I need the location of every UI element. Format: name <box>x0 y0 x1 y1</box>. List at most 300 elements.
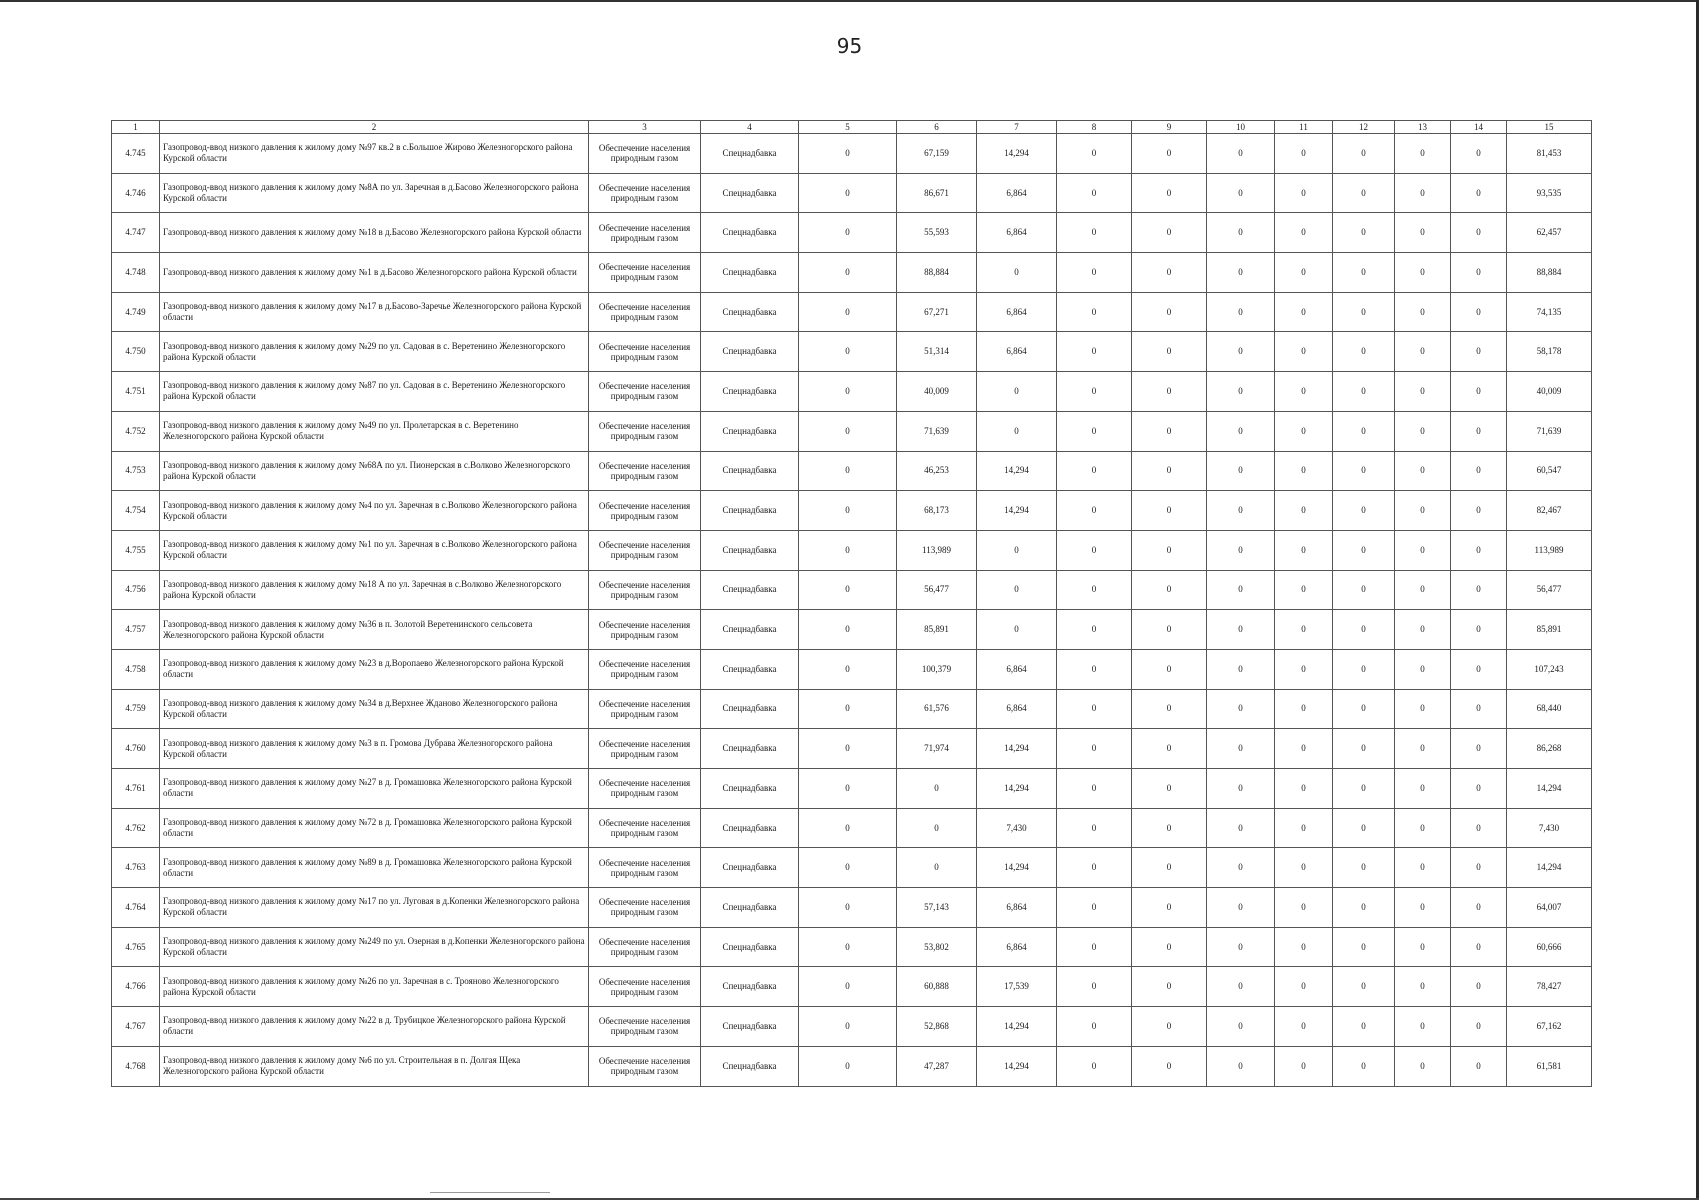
row-number-cell: 4.750 <box>112 332 160 372</box>
object-name-cell: Газопровод-ввод низкого давления к жилому дому №3 в п. Громова Дубрава Железногорского района Курской области <box>160 729 589 769</box>
row-number-cell: 4.762 <box>112 808 160 848</box>
value-cell-col6: 113,989 <box>897 530 977 570</box>
total-cell: 58,178 <box>1507 332 1592 372</box>
funding-source-cell: Спецнадбавка <box>701 491 799 531</box>
value-cell-col13: 0 <box>1395 292 1451 332</box>
value-cell-col11: 0 <box>1275 967 1333 1007</box>
table-row <box>112 848 1592 888</box>
object-name-cell: Газопровод-ввод низкого давления к жилому дому №17 по ул. Луговая в д.Копенки Железногорского района Курской области <box>160 888 589 928</box>
value-cell-col8: 0 <box>1057 1046 1132 1086</box>
value-cell-col7: 14,294 <box>977 134 1057 174</box>
value-cell-col10: 0 <box>1207 848 1275 888</box>
value-cell-col10: 0 <box>1207 729 1275 769</box>
value-cell-col11: 0 <box>1275 292 1333 332</box>
table-row <box>112 292 1592 332</box>
table-row <box>112 610 1592 650</box>
value-cell-col13: 0 <box>1395 808 1451 848</box>
value-cell-col10: 0 <box>1207 332 1275 372</box>
value-cell-col14: 0 <box>1451 649 1507 689</box>
gas-pipeline-table <box>111 120 1592 1087</box>
purpose-cell: Обеспечение населения природным газом <box>589 451 701 491</box>
funding-source-cell: Спецнадбавка <box>701 689 799 729</box>
value-cell-col8: 0 <box>1057 173 1132 213</box>
table-row <box>112 372 1592 412</box>
value-cell-col14: 0 <box>1451 848 1507 888</box>
total-cell: 71,639 <box>1507 411 1592 451</box>
value-cell-col5: 0 <box>799 1046 897 1086</box>
value-cell-col14: 0 <box>1451 173 1507 213</box>
value-cell-col6: 0 <box>897 848 977 888</box>
purpose-cell: Обеспечение населения природным газом <box>589 134 701 174</box>
object-name-cell: Газопровод-ввод низкого давления к жилому дому №22 в д. Трубицкое Железногорского района Курской области <box>160 1007 589 1047</box>
value-cell-col5: 0 <box>799 729 897 769</box>
value-cell-col14: 0 <box>1451 451 1507 491</box>
value-cell-col10: 0 <box>1207 530 1275 570</box>
value-cell-col12: 0 <box>1333 491 1395 531</box>
column-header: 9 <box>1132 121 1207 134</box>
value-cell-col10: 0 <box>1207 927 1275 967</box>
value-cell-col11: 0 <box>1275 808 1333 848</box>
table-row <box>112 769 1592 809</box>
row-number-cell: 4.755 <box>112 530 160 570</box>
value-cell-col12: 0 <box>1333 1046 1395 1086</box>
value-cell-col10: 0 <box>1207 649 1275 689</box>
value-cell-col11: 0 <box>1275 729 1333 769</box>
value-cell-col10: 0 <box>1207 372 1275 412</box>
table-row <box>112 927 1592 967</box>
object-name-cell: Газопровод-ввод низкого давления к жилому дому №68А по ул. Пионерская в с.Волково Железногорского района Курской области <box>160 451 589 491</box>
table-row <box>112 1007 1592 1047</box>
column-header: 5 <box>799 121 897 134</box>
value-cell-col12: 0 <box>1333 610 1395 650</box>
total-cell: 7,430 <box>1507 808 1592 848</box>
value-cell-col6: 0 <box>897 808 977 848</box>
value-cell-col9: 0 <box>1132 689 1207 729</box>
value-cell-col12: 0 <box>1333 888 1395 928</box>
value-cell-col13: 0 <box>1395 967 1451 1007</box>
value-cell-col14: 0 <box>1451 888 1507 928</box>
purpose-cell: Обеспечение населения природным газом <box>589 213 701 253</box>
value-cell-col6: 57,143 <box>897 888 977 928</box>
total-cell: 85,891 <box>1507 610 1592 650</box>
value-cell-col5: 0 <box>799 888 897 928</box>
value-cell-col12: 0 <box>1333 769 1395 809</box>
total-cell: 67,162 <box>1507 1007 1592 1047</box>
value-cell-col8: 0 <box>1057 411 1132 451</box>
value-cell-col13: 0 <box>1395 729 1451 769</box>
value-cell-col6: 67,159 <box>897 134 977 174</box>
value-cell-col9: 0 <box>1132 451 1207 491</box>
total-cell: 60,666 <box>1507 927 1592 967</box>
value-cell-col9: 0 <box>1132 253 1207 293</box>
total-cell: 86,268 <box>1507 729 1592 769</box>
value-cell-col11: 0 <box>1275 372 1333 412</box>
value-cell-col6: 53,802 <box>897 927 977 967</box>
value-cell-col9: 0 <box>1132 808 1207 848</box>
row-number-cell: 4.768 <box>112 1046 160 1086</box>
value-cell-col14: 0 <box>1451 253 1507 293</box>
value-cell-col5: 0 <box>799 967 897 1007</box>
value-cell-col14: 0 <box>1451 530 1507 570</box>
value-cell-col10: 0 <box>1207 769 1275 809</box>
object-name-cell: Газопровод-ввод низкого давления к жилому дому №8А по ул. Заречная в д.Басово Железногорского района Курской области <box>160 173 589 213</box>
value-cell-col5: 0 <box>799 649 897 689</box>
value-cell-col5: 0 <box>799 213 897 253</box>
object-name-cell: Газопровод-ввод низкого давления к жилому дому №26 по ул. Заречная в с. Трояново Железногорского района Курской области <box>160 967 589 1007</box>
value-cell-col6: 85,891 <box>897 610 977 650</box>
value-cell-col8: 0 <box>1057 610 1132 650</box>
value-cell-col13: 0 <box>1395 689 1451 729</box>
funding-source-cell: Спецнадбавка <box>701 848 799 888</box>
value-cell-col13: 0 <box>1395 570 1451 610</box>
value-cell-col14: 0 <box>1451 729 1507 769</box>
value-cell-col8: 0 <box>1057 570 1132 610</box>
value-cell-col14: 0 <box>1451 1046 1507 1086</box>
value-cell-col12: 0 <box>1333 689 1395 729</box>
funding-source-cell: Спецнадбавка <box>701 1007 799 1047</box>
purpose-cell: Обеспечение населения природным газом <box>589 1046 701 1086</box>
row-number-cell: 4.760 <box>112 729 160 769</box>
table-row <box>112 729 1592 769</box>
total-cell: 64,007 <box>1507 888 1592 928</box>
total-cell: 113,989 <box>1507 530 1592 570</box>
total-cell: 14,294 <box>1507 848 1592 888</box>
value-cell-col11: 0 <box>1275 570 1333 610</box>
value-cell-col11: 0 <box>1275 649 1333 689</box>
value-cell-col8: 0 <box>1057 491 1132 531</box>
value-cell-col5: 0 <box>799 253 897 293</box>
row-number-cell: 4.759 <box>112 689 160 729</box>
object-name-cell: Газопровод-ввод низкого давления к жилому дому №18 А по ул. Заречная в с.Волково Железногорского района Курской области <box>160 570 589 610</box>
value-cell-col7: 14,294 <box>977 848 1057 888</box>
purpose-cell: Обеспечение населения природным газом <box>589 570 701 610</box>
value-cell-col11: 0 <box>1275 451 1333 491</box>
total-cell: 107,243 <box>1507 649 1592 689</box>
object-name-cell: Газопровод-ввод низкого давления к жилому дому №87 по ул. Садовая в с. Веретенино Железногорского района Курской области <box>160 372 589 412</box>
object-name-cell: Газопровод-ввод низкого давления к жилому дому №249 по ул. Озерная в д.Копенки Железногорского района Курской области <box>160 927 589 967</box>
value-cell-col8: 0 <box>1057 213 1132 253</box>
column-header: 15 <box>1507 121 1592 134</box>
object-name-cell: Газопровод-ввод низкого давления к жилому дому №23 в д.Воропаево Железногорского района Курской области <box>160 649 589 689</box>
value-cell-col6: 60,888 <box>897 967 977 1007</box>
value-cell-col5: 0 <box>799 292 897 332</box>
value-cell-col14: 0 <box>1451 332 1507 372</box>
funding-source-cell: Спецнадбавка <box>701 292 799 332</box>
value-cell-col10: 0 <box>1207 610 1275 650</box>
row-number-cell: 4.754 <box>112 491 160 531</box>
value-cell-col10: 0 <box>1207 1046 1275 1086</box>
purpose-cell: Обеспечение населения природным газом <box>589 411 701 451</box>
value-cell-col6: 46,253 <box>897 451 977 491</box>
value-cell-col5: 0 <box>799 848 897 888</box>
value-cell-col8: 0 <box>1057 253 1132 293</box>
value-cell-col5: 0 <box>799 769 897 809</box>
value-cell-col11: 0 <box>1275 530 1333 570</box>
value-cell-col10: 0 <box>1207 570 1275 610</box>
row-number-cell: 4.749 <box>112 292 160 332</box>
value-cell-col5: 0 <box>799 808 897 848</box>
purpose-cell: Обеспечение населения природным газом <box>589 927 701 967</box>
value-cell-col7: 14,294 <box>977 1007 1057 1047</box>
value-cell-col9: 0 <box>1132 888 1207 928</box>
value-cell-col9: 0 <box>1132 491 1207 531</box>
value-cell-col11: 0 <box>1275 411 1333 451</box>
row-number-cell: 4.757 <box>112 610 160 650</box>
value-cell-col5: 0 <box>799 491 897 531</box>
purpose-cell: Обеспечение населения природным газом <box>589 769 701 809</box>
funding-source-cell: Спецнадбавка <box>701 649 799 689</box>
row-number-cell: 4.745 <box>112 134 160 174</box>
value-cell-col7: 7,430 <box>977 808 1057 848</box>
value-cell-col13: 0 <box>1395 927 1451 967</box>
value-cell-col11: 0 <box>1275 610 1333 650</box>
value-cell-col12: 0 <box>1333 292 1395 332</box>
value-cell-col9: 0 <box>1132 649 1207 689</box>
table-row <box>112 649 1592 689</box>
value-cell-col12: 0 <box>1333 729 1395 769</box>
value-cell-col9: 0 <box>1132 372 1207 412</box>
funding-source-cell: Спецнадбавка <box>701 372 799 412</box>
value-cell-col8: 0 <box>1057 729 1132 769</box>
value-cell-col6: 0 <box>897 769 977 809</box>
value-cell-col5: 0 <box>799 530 897 570</box>
value-cell-col13: 0 <box>1395 451 1451 491</box>
object-name-cell: Газопровод-ввод низкого давления к жилому дому №29 по ул. Садовая в с. Веретенино Железногорского района Курской области <box>160 332 589 372</box>
value-cell-col9: 0 <box>1132 411 1207 451</box>
value-cell-col10: 0 <box>1207 253 1275 293</box>
purpose-cell: Обеспечение населения природным газом <box>589 689 701 729</box>
row-number-cell: 4.746 <box>112 173 160 213</box>
purpose-cell: Обеспечение населения природным газом <box>589 332 701 372</box>
value-cell-col7: 6,864 <box>977 332 1057 372</box>
row-number-cell: 4.747 <box>112 213 160 253</box>
value-cell-col5: 0 <box>799 610 897 650</box>
row-number-cell: 4.758 <box>112 649 160 689</box>
value-cell-col11: 0 <box>1275 332 1333 372</box>
column-header: 10 <box>1207 121 1275 134</box>
table-row <box>112 570 1592 610</box>
value-cell-col6: 40,009 <box>897 372 977 412</box>
value-cell-col9: 0 <box>1132 729 1207 769</box>
row-number-cell: 4.753 <box>112 451 160 491</box>
row-number-cell: 4.756 <box>112 570 160 610</box>
value-cell-col7: 6,864 <box>977 649 1057 689</box>
value-cell-col7: 14,294 <box>977 1046 1057 1086</box>
value-cell-col12: 0 <box>1333 213 1395 253</box>
object-name-cell: Газопровод-ввод низкого давления к жилому дому №36 в п. Золотой Веретенинского сельсовета Железногорского района Курской области <box>160 610 589 650</box>
value-cell-col7: 14,294 <box>977 769 1057 809</box>
purpose-cell: Обеспечение населения природным газом <box>589 530 701 570</box>
value-cell-col13: 0 <box>1395 1007 1451 1047</box>
value-cell-col8: 0 <box>1057 769 1132 809</box>
value-cell-col10: 0 <box>1207 808 1275 848</box>
purpose-cell: Обеспечение населения природным газом <box>589 372 701 412</box>
value-cell-col6: 86,671 <box>897 173 977 213</box>
value-cell-col13: 0 <box>1395 372 1451 412</box>
value-cell-col11: 0 <box>1275 213 1333 253</box>
value-cell-col10: 0 <box>1207 134 1275 174</box>
value-cell-col12: 0 <box>1333 1007 1395 1047</box>
value-cell-col12: 0 <box>1333 649 1395 689</box>
value-cell-col6: 51,314 <box>897 332 977 372</box>
value-cell-col14: 0 <box>1451 292 1507 332</box>
value-cell-col9: 0 <box>1132 530 1207 570</box>
value-cell-col13: 0 <box>1395 411 1451 451</box>
column-header: 12 <box>1333 121 1395 134</box>
object-name-cell: Газопровод-ввод низкого давления к жилому дому №1 по ул. Заречная в с.Волково Железногорского района Курской области <box>160 530 589 570</box>
column-header: 6 <box>897 121 977 134</box>
column-header: 7 <box>977 121 1057 134</box>
value-cell-col13: 0 <box>1395 1046 1451 1086</box>
value-cell-col9: 0 <box>1132 610 1207 650</box>
value-cell-col13: 0 <box>1395 848 1451 888</box>
funding-source-cell: Спецнадбавка <box>701 610 799 650</box>
value-cell-col6: 88,884 <box>897 253 977 293</box>
value-cell-col8: 0 <box>1057 689 1132 729</box>
value-cell-col8: 0 <box>1057 808 1132 848</box>
column-header: 1 <box>112 121 160 134</box>
column-header: 11 <box>1275 121 1333 134</box>
purpose-cell: Обеспечение населения природным газом <box>589 173 701 213</box>
value-cell-col14: 0 <box>1451 769 1507 809</box>
purpose-cell: Обеспечение населения природным газом <box>589 491 701 531</box>
purpose-cell: Обеспечение населения природным газом <box>589 729 701 769</box>
purpose-cell: Обеспечение населения природным газом <box>589 292 701 332</box>
value-cell-col12: 0 <box>1333 372 1395 412</box>
object-name-cell: Газопровод-ввод низкого давления к жилому дому №72 в д. Громашовка Железногорского района Курской области <box>160 808 589 848</box>
purpose-cell: Обеспечение населения природным газом <box>589 610 701 650</box>
table-row <box>112 411 1592 451</box>
row-number-cell: 4.765 <box>112 927 160 967</box>
value-cell-col14: 0 <box>1451 689 1507 729</box>
value-cell-col7: 14,294 <box>977 491 1057 531</box>
value-cell-col9: 0 <box>1132 332 1207 372</box>
value-cell-col5: 0 <box>799 927 897 967</box>
value-cell-col13: 0 <box>1395 332 1451 372</box>
object-name-cell: Газопровод-ввод низкого давления к жилому дому №97 кв.2 в с.Большое Жирово Железногорского района Курской области <box>160 134 589 174</box>
table-row <box>112 808 1592 848</box>
value-cell-col12: 0 <box>1333 808 1395 848</box>
value-cell-col13: 0 <box>1395 888 1451 928</box>
row-number-cell: 4.748 <box>112 253 160 293</box>
value-cell-col7: 0 <box>977 411 1057 451</box>
value-cell-col13: 0 <box>1395 491 1451 531</box>
total-cell: 14,294 <box>1507 769 1592 809</box>
total-cell: 93,535 <box>1507 173 1592 213</box>
value-cell-col9: 0 <box>1132 927 1207 967</box>
purpose-cell: Обеспечение населения природным газом <box>589 649 701 689</box>
purpose-cell: Обеспечение населения природным газом <box>589 1007 701 1047</box>
value-cell-col9: 0 <box>1132 1007 1207 1047</box>
value-cell-col10: 0 <box>1207 1007 1275 1047</box>
value-cell-col12: 0 <box>1333 451 1395 491</box>
value-cell-col9: 0 <box>1132 769 1207 809</box>
purpose-cell: Обеспечение населения природным газом <box>589 967 701 1007</box>
funding-source-cell: Спецнадбавка <box>701 769 799 809</box>
total-cell: 81,453 <box>1507 134 1592 174</box>
funding-source-cell: Спецнадбавка <box>701 173 799 213</box>
value-cell-col6: 47,287 <box>897 1046 977 1086</box>
funding-source-cell: Спецнадбавка <box>701 967 799 1007</box>
value-cell-col10: 0 <box>1207 292 1275 332</box>
row-number-cell: 4.766 <box>112 967 160 1007</box>
value-cell-col5: 0 <box>799 1007 897 1047</box>
value-cell-col14: 0 <box>1451 491 1507 531</box>
value-cell-col7: 0 <box>977 253 1057 293</box>
funding-source-cell: Спецнадбавка <box>701 1046 799 1086</box>
value-cell-col12: 0 <box>1333 332 1395 372</box>
value-cell-col5: 0 <box>799 411 897 451</box>
value-cell-col14: 0 <box>1451 927 1507 967</box>
total-cell: 82,467 <box>1507 491 1592 531</box>
value-cell-col12: 0 <box>1333 570 1395 610</box>
value-cell-col7: 6,864 <box>977 888 1057 928</box>
row-number-cell: 4.752 <box>112 411 160 451</box>
value-cell-col8: 0 <box>1057 848 1132 888</box>
object-name-cell: Газопровод-ввод низкого давления к жилому дому №18 в д.Басово Железногорского района Курской области <box>160 213 589 253</box>
value-cell-col13: 0 <box>1395 253 1451 293</box>
value-cell-col12: 0 <box>1333 134 1395 174</box>
funding-source-cell: Спецнадбавка <box>701 134 799 174</box>
header-row <box>112 121 1592 134</box>
value-cell-col7: 14,294 <box>977 729 1057 769</box>
value-cell-col6: 56,477 <box>897 570 977 610</box>
value-cell-col8: 0 <box>1057 451 1132 491</box>
value-cell-col13: 0 <box>1395 530 1451 570</box>
value-cell-col13: 0 <box>1395 173 1451 213</box>
value-cell-col5: 0 <box>799 689 897 729</box>
funding-source-cell: Спецнадбавка <box>701 729 799 769</box>
value-cell-col5: 0 <box>799 173 897 213</box>
value-cell-col14: 0 <box>1451 610 1507 650</box>
value-cell-col7: 6,864 <box>977 689 1057 729</box>
object-name-cell: Газопровод-ввод низкого давления к жилому дому №17 в д.Басово-Заречье Железногорского района Курской области <box>160 292 589 332</box>
value-cell-col14: 0 <box>1451 134 1507 174</box>
column-header: 14 <box>1451 121 1507 134</box>
value-cell-col10: 0 <box>1207 888 1275 928</box>
value-cell-col13: 0 <box>1395 610 1451 650</box>
value-cell-col7: 17,539 <box>977 967 1057 1007</box>
purpose-cell: Обеспечение населения природным газом <box>589 253 701 293</box>
funding-source-cell: Спецнадбавка <box>701 253 799 293</box>
value-cell-col8: 0 <box>1057 649 1132 689</box>
table-row <box>112 173 1592 213</box>
value-cell-col11: 0 <box>1275 888 1333 928</box>
value-cell-col8: 0 <box>1057 530 1132 570</box>
funding-source-cell: Спецнадбавка <box>701 411 799 451</box>
total-cell: 88,884 <box>1507 253 1592 293</box>
value-cell-col7: 6,864 <box>977 213 1057 253</box>
purpose-cell: Обеспечение населения природным газом <box>589 848 701 888</box>
value-cell-col12: 0 <box>1333 173 1395 213</box>
value-cell-col11: 0 <box>1275 134 1333 174</box>
object-name-cell: Газопровод-ввод низкого давления к жилому дому №1 в д.Басово Железногорского района Курской области <box>160 253 589 293</box>
table-row <box>112 1046 1592 1086</box>
value-cell-col11: 0 <box>1275 253 1333 293</box>
value-cell-col12: 0 <box>1333 967 1395 1007</box>
value-cell-col13: 0 <box>1395 649 1451 689</box>
value-cell-col5: 0 <box>799 570 897 610</box>
row-number-cell: 4.761 <box>112 769 160 809</box>
value-cell-col7: 6,864 <box>977 927 1057 967</box>
object-name-cell: Газопровод-ввод низкого давления к жилому дому №4 по ул. Заречная в с.Волково Железногорского района Курской области <box>160 491 589 531</box>
column-header: 3 <box>589 121 701 134</box>
value-cell-col9: 0 <box>1132 848 1207 888</box>
value-cell-col11: 0 <box>1275 173 1333 213</box>
value-cell-col8: 0 <box>1057 292 1132 332</box>
table-row <box>112 332 1592 372</box>
total-cell: 78,427 <box>1507 967 1592 1007</box>
